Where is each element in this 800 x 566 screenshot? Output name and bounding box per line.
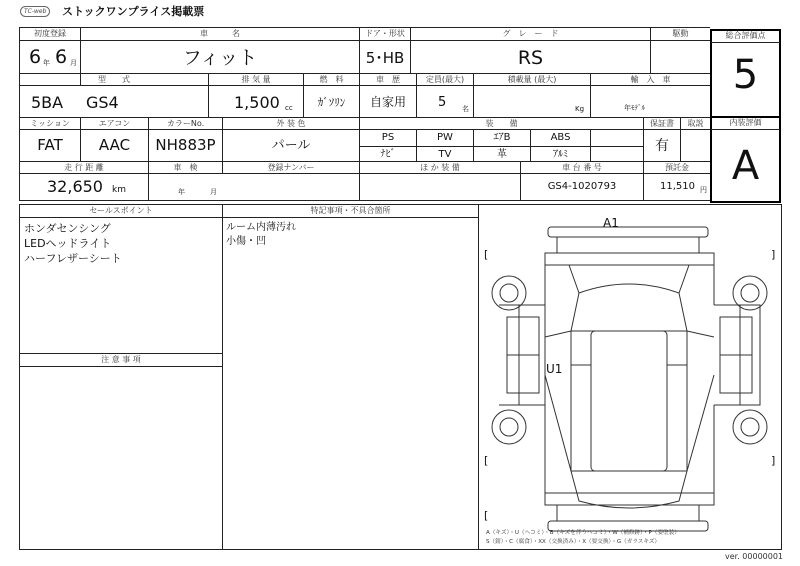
- note-1: ルーム内薄汚れ: [226, 222, 296, 233]
- grade: RS: [517, 47, 544, 69]
- sales-point-3: ハーフレザーシート: [24, 252, 122, 265]
- vehicle-history: 自家用: [369, 95, 406, 109]
- inspect-year-unit: 年: [178, 188, 185, 196]
- air-conditioner: AAC: [98, 136, 131, 154]
- car-outline: [499, 227, 760, 531]
- chassis-number: GS4-1020793: [547, 181, 617, 192]
- equip-leather: 革: [497, 149, 507, 160]
- capacity: 5: [438, 95, 447, 110]
- version: ver. 00000001: [725, 552, 784, 561]
- sales-point-1: ホンダセンシング: [24, 222, 111, 235]
- cap-label: 定員(最大): [425, 75, 465, 84]
- model-prefix: 5BA: [31, 93, 64, 112]
- bracket-right-mid: ]: [771, 454, 776, 467]
- equip-tv: TV: [438, 149, 452, 160]
- displacement: 1,500: [234, 93, 280, 112]
- door-type: 5･HB: [365, 49, 405, 67]
- other-equip-label: ほ か 装 備: [420, 163, 460, 172]
- inspect-month-unit: 月: [210, 188, 217, 196]
- sales-point-2: LEDヘッドライト: [24, 237, 112, 250]
- ext-color-label: 外 装 色: [276, 119, 306, 128]
- deposit-label: 預託金: [665, 163, 689, 172]
- legend-line-2: S（錆）・C（腐食）・XX（交換済み）・X（要交換）・G（ガラスキズ）: [486, 539, 661, 545]
- equip-alloy: ｱﾙﾐ: [553, 149, 568, 160]
- overall-score-label: 総合評価点: [725, 31, 766, 40]
- car-damage-diagram: [479, 205, 780, 549]
- model-code: GS4: [86, 93, 119, 112]
- disp-unit: cc: [285, 104, 293, 112]
- interior-score: A: [731, 143, 760, 189]
- hist-label: 車 歴: [376, 75, 400, 84]
- name-label: 車 名: [200, 29, 240, 38]
- bracket-left-mid: [: [484, 454, 489, 467]
- caution-label: 注 意 事 項: [101, 355, 141, 364]
- overall-score: 5: [732, 52, 759, 98]
- sales-point-label: セールスポイント: [89, 206, 153, 215]
- equip-ps: PS: [381, 132, 395, 143]
- warranty-label: 保証書: [650, 119, 674, 128]
- equip-navi: ﾅﾋﾞ: [380, 149, 396, 160]
- interior-score-label: 内装評価: [729, 118, 762, 127]
- reg-month: 6: [55, 46, 68, 68]
- color-number: NH883P: [155, 136, 216, 154]
- wheel-rear-left: [492, 410, 526, 444]
- notes-label: 特記事項・不具合箇所: [310, 206, 391, 215]
- page-title: ストックワンプライス掲載票: [62, 5, 205, 18]
- import-note: 年ﾓﾃﾞﾙ: [624, 104, 645, 112]
- reg-month-unit: 月: [70, 59, 77, 67]
- exterior-color: パール: [271, 138, 311, 153]
- disp-label: 排 気 量: [241, 75, 271, 84]
- equip-label: 装 備: [485, 119, 518, 128]
- fuel-label: 燃 料: [319, 75, 344, 84]
- chassis-label: 車 台 番 号: [562, 163, 602, 172]
- reg-year: 6: [29, 46, 42, 68]
- equip-abs: ABS: [550, 132, 571, 143]
- legend-line-1: A（キズ）・U（ヘコミ）・B（キズを伴うヘコミ）・W（補修跡）・P（要塗装）: [486, 530, 680, 536]
- mission: FAT: [37, 136, 63, 154]
- odo-label: 走 行 距 離: [64, 163, 104, 172]
- load-unit: Kg: [575, 105, 585, 113]
- bracket-right-top: ]: [771, 248, 776, 261]
- import-label: 輸 入 車: [630, 75, 671, 84]
- plate-label: 登録ナンバー: [267, 163, 315, 172]
- mission-label: ミッション: [30, 119, 70, 128]
- capacity-unit: 名: [462, 105, 469, 113]
- reg-year-unit: 年: [43, 59, 50, 67]
- deposit: 11,510: [660, 181, 695, 192]
- grade-label: グ レ ー ド: [502, 29, 559, 38]
- damage-mark-u1: U1: [546, 362, 563, 376]
- bracket-left-bottom: [: [484, 509, 489, 522]
- logo: TC-web: [20, 6, 50, 17]
- drive-label: 駆動: [672, 29, 689, 38]
- warranty: 有: [655, 138, 669, 154]
- odometer: 32,650: [47, 177, 103, 196]
- damage-mark-a1: A1: [603, 216, 619, 230]
- deposit-unit: 円: [700, 186, 707, 194]
- odo-unit: km: [112, 185, 126, 195]
- ac-label: エアコン: [98, 119, 131, 128]
- fuel: ｶﾞｿﾘﾝ: [317, 96, 346, 109]
- color-no-label: カラーNo.: [166, 119, 205, 128]
- wheel-rear-right: [733, 410, 767, 444]
- note-2: 小傷・凹: [226, 236, 266, 247]
- equip-airbag: ｴｱB: [493, 132, 511, 143]
- manual-label: 取説: [687, 119, 704, 128]
- model-label: 型 式: [98, 75, 130, 84]
- door-label: ドア・形状: [365, 29, 405, 38]
- equip-pw: PW: [437, 132, 453, 143]
- inspect-label: 車 検: [173, 163, 198, 172]
- car-name: フィット: [182, 47, 258, 69]
- load-label: 積載量 (最大): [507, 75, 557, 84]
- bracket-left-top: [: [484, 248, 489, 261]
- reg-label: 初度登録: [34, 29, 66, 38]
